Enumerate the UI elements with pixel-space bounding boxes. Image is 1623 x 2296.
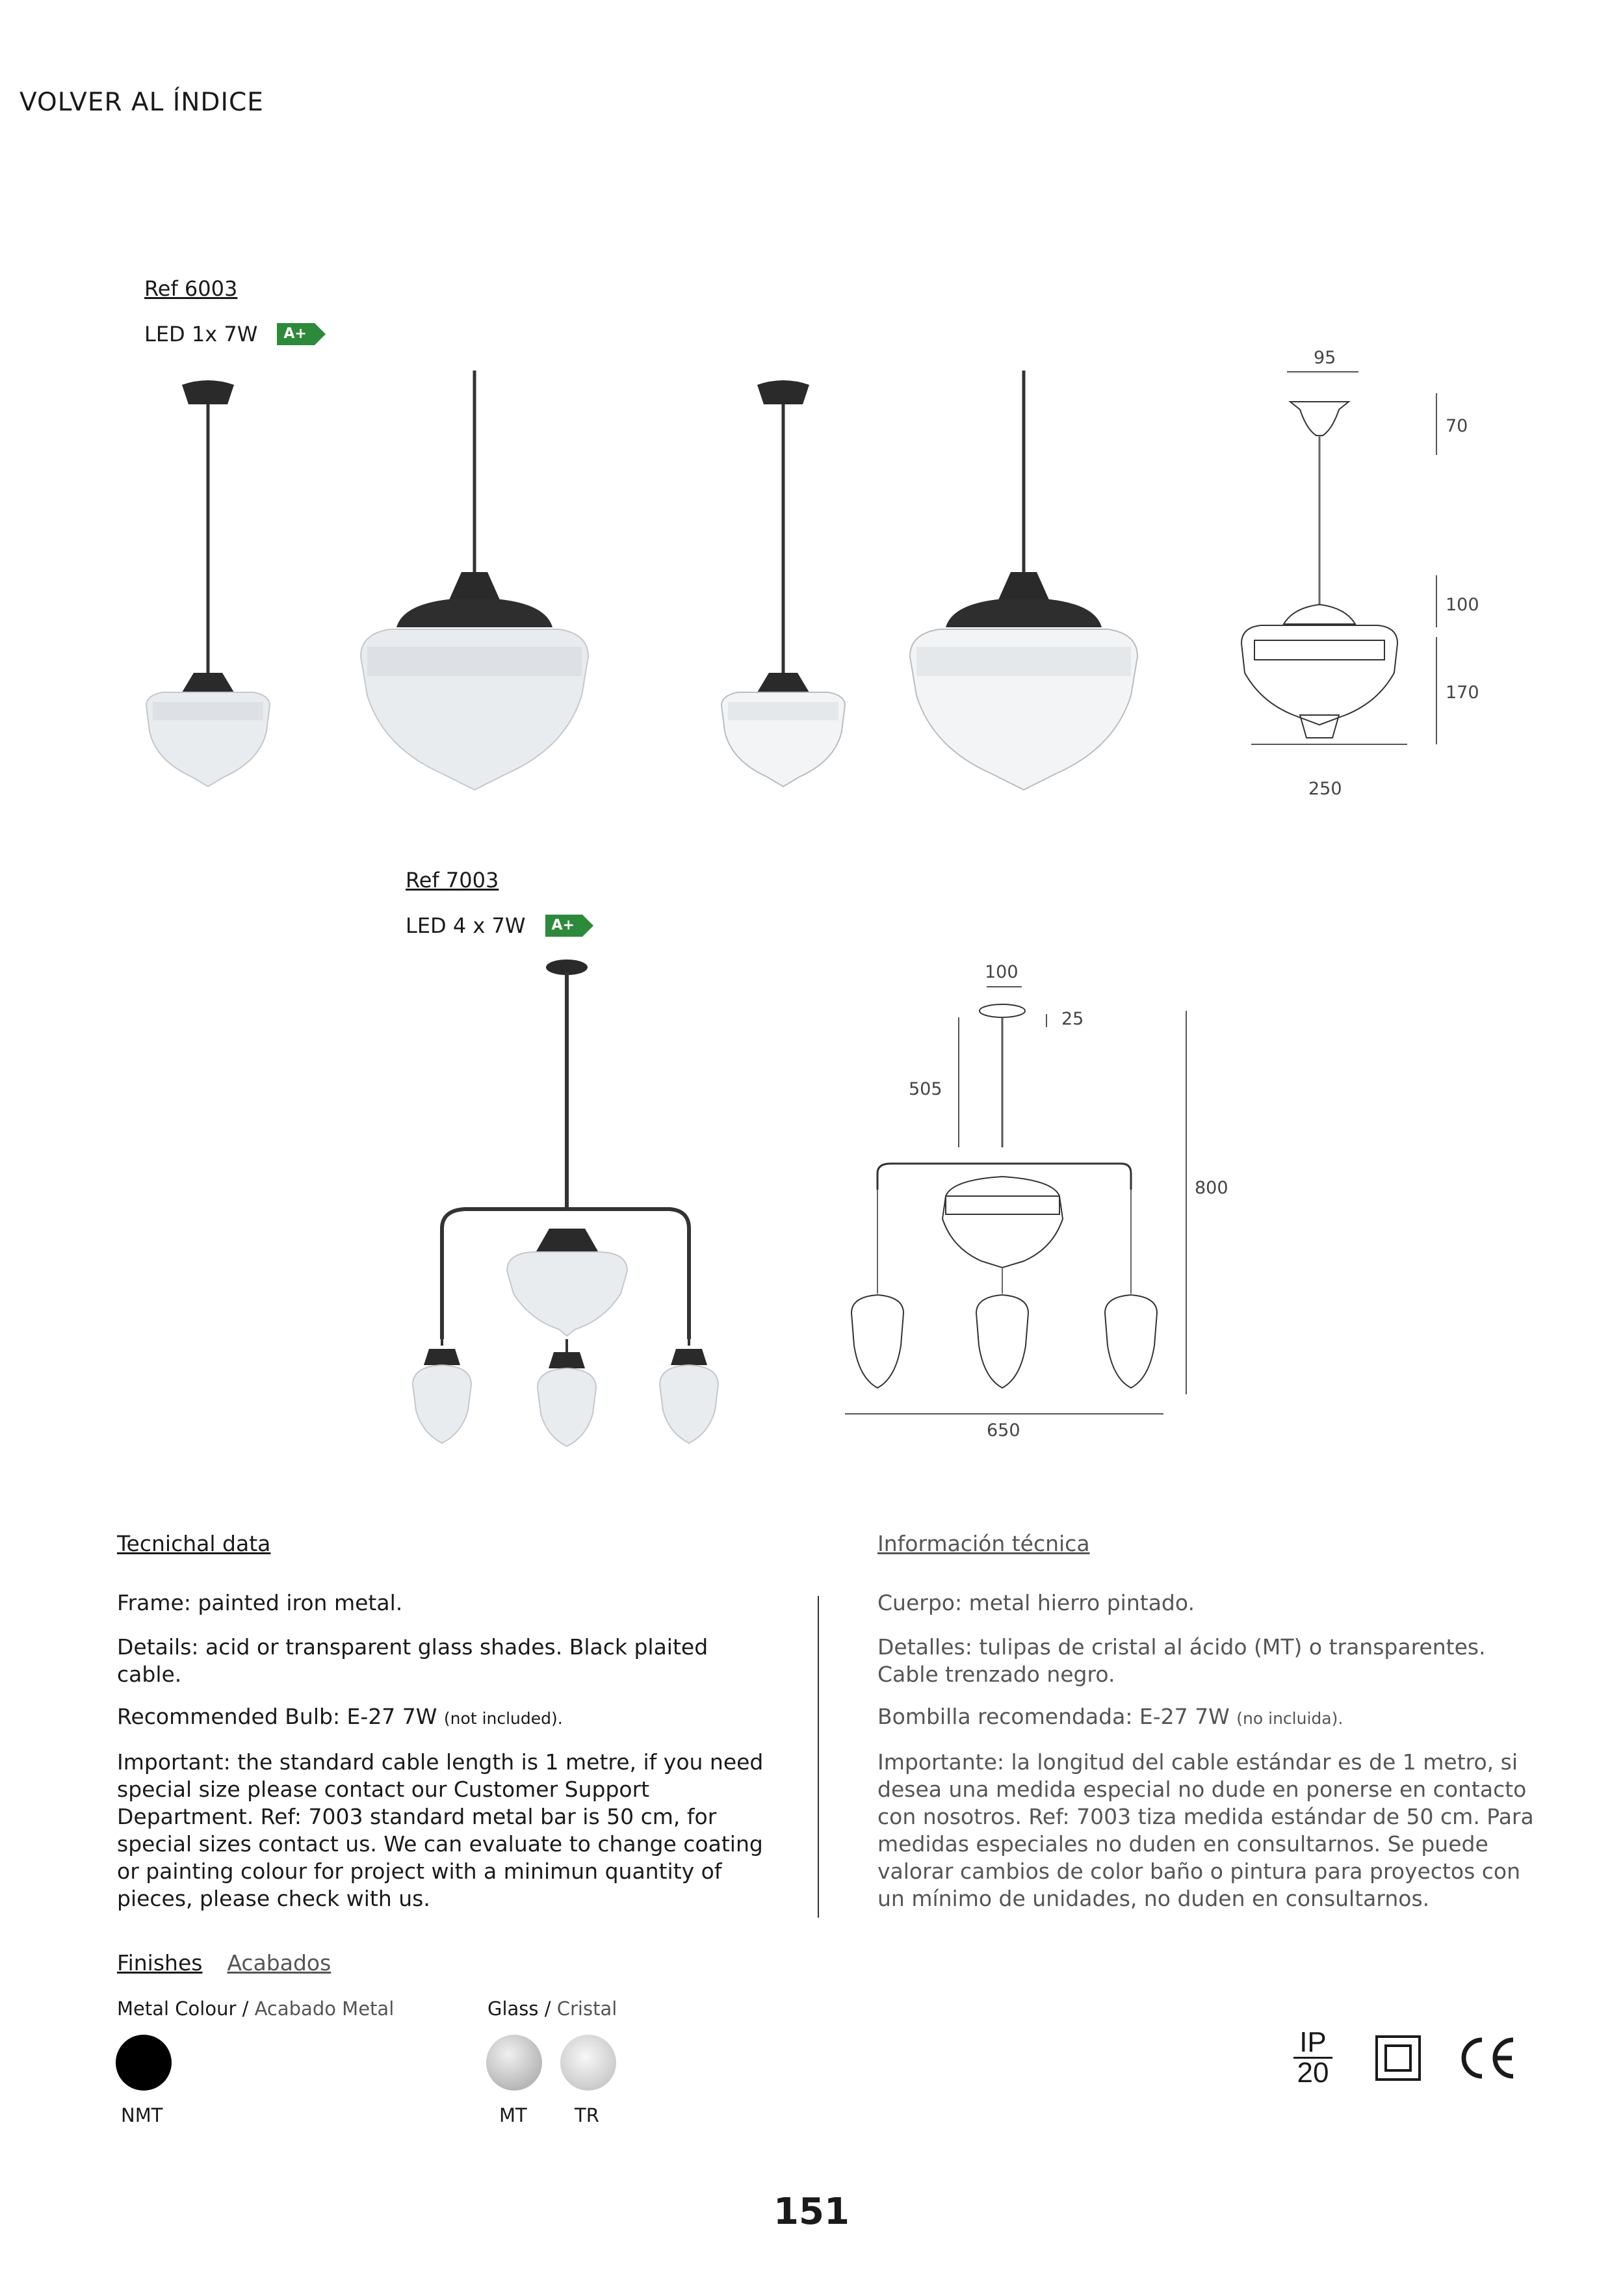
ce-mark-icon (1456, 2035, 1518, 2081)
dim-6003-top: 95 (1314, 348, 1336, 368)
tech-en-important: Important: the standard cable length is 1 metre, if you need special size please contact our Customer Support Department. Ref: 7003 standard metal bar is 50 cm, for special sizes contact us. We can evaluate to change coating or painting colour for project with a minimun quantity of pieces, please check with us. (117, 1749, 764, 1911)
photo-6003-large-transparent (907, 371, 1141, 793)
back-to-index-link[interactable]: VOLVER AL ÍNDICE (19, 88, 264, 117)
column-divider (818, 1596, 819, 1918)
code-mt: MT (499, 2104, 527, 2126)
tech-es-important: Importante: la longitud del cable estándar es de 1 metro, si desea una medida especial no dude en ponerse en contacto con nosotros. Ref: 7003 tiza medida estándar de 50 cm. Para medidas especiales no duden en consultarnos. Se puede valorar cambios de color baño o pintura para proyectos con un mínimo de unidades, no duden en consultarnos. (877, 1749, 1534, 1911)
dim-7003-total-h: 800 (1195, 1178, 1228, 1198)
tech-es-title: Información técnica (877, 1531, 1090, 1556)
tech-es-details: Detalles: tulipas de cristal al ácido (MT) o transparentes. Cable trenzado negro. (877, 1634, 1486, 1687)
glass-sep: / (544, 1998, 551, 2020)
swatch-mt[interactable] (486, 2035, 542, 2091)
dim-6003-shade-h: 170 (1446, 683, 1479, 703)
dim-6003-canopy-h: 70 (1446, 416, 1468, 436)
glass-es: Cristal (556, 1998, 617, 2020)
tech-en-bulb-note: (not included). (443, 1709, 563, 1728)
swatch-nmt[interactable] (116, 2035, 172, 2091)
dim-7003-canopy-h: 25 (1061, 1009, 1084, 1029)
metal-colour-en: Metal Colour (117, 1998, 237, 2020)
tech-en-bulb-text: Recommended Bulb: E-27 7W (117, 1704, 437, 1729)
tech-es-frame: Cuerpo: metal hierro pintado. (877, 1590, 1195, 1615)
ref-6003-power (144, 322, 315, 346)
drawing-6003 (1235, 364, 1475, 754)
tech-es-bulb-text: Bombilla recomendada: E-27 7W (877, 1704, 1230, 1729)
code-tr: TR (575, 2104, 599, 2126)
class-ii-insulation-icon (1375, 2035, 1422, 2081)
dim-6003-width: 250 (1308, 779, 1342, 799)
tech-en-title: Tecnichal data (117, 1531, 271, 1556)
ref-7003-label: Ref 7003 (406, 868, 499, 893)
dim-7003-canopy: 100 (985, 962, 1019, 982)
ip-label: IP (1299, 2026, 1327, 2058)
tech-en-bulb (117, 1703, 767, 1732)
code-nmt: NMT (121, 2104, 163, 2126)
energy-badge-6003: A+ (277, 323, 314, 345)
drawing-7003 (838, 982, 1202, 1424)
tech-es-bulb (877, 1703, 1540, 1732)
ref-6003-label: Ref 6003 (144, 276, 238, 301)
finishes-title-es: Acabados (227, 1950, 331, 1976)
ref-7003-power (406, 913, 582, 938)
ip20-icon (1293, 2028, 1332, 2087)
finishes-title (117, 1950, 331, 1976)
tech-es-bulb-note: (no incluida). (1236, 1709, 1344, 1728)
ref-6003-power-text: LED 1x 7W (144, 322, 258, 346)
energy-badge-7003: A+ (545, 915, 582, 937)
tech-en-frame: Frame: painted iron metal. (117, 1590, 403, 1615)
finishes-title-en: Finishes (117, 1950, 203, 1976)
glass-label (487, 1998, 617, 2020)
ip-rating: 20 (1293, 2057, 1332, 2087)
ref-7003-power-text: LED 4 x 7W (406, 913, 526, 938)
photo-6003-small-transparent (712, 377, 855, 793)
photo-6003-small-acid (136, 377, 279, 793)
glass-en: Glass (487, 1998, 539, 2020)
metal-colour-sep: / (242, 1998, 249, 2020)
dim-7003-width: 650 (987, 1420, 1020, 1441)
dim-6003-shade-top-h: 100 (1446, 595, 1479, 615)
photo-6003-large-acid (357, 371, 591, 793)
metal-colour-label (117, 1998, 394, 2020)
page-number: 151 (773, 2191, 850, 2233)
photo-7003-chandelier (403, 956, 741, 1450)
tech-en-details: Details: acid or transparent glass shades. Black plaited cable. (117, 1634, 708, 1687)
metal-colour-es: Acabado Metal (254, 1998, 395, 2020)
swatch-tr[interactable] (560, 2035, 616, 2091)
dim-7003-rod: 505 (909, 1079, 942, 1099)
